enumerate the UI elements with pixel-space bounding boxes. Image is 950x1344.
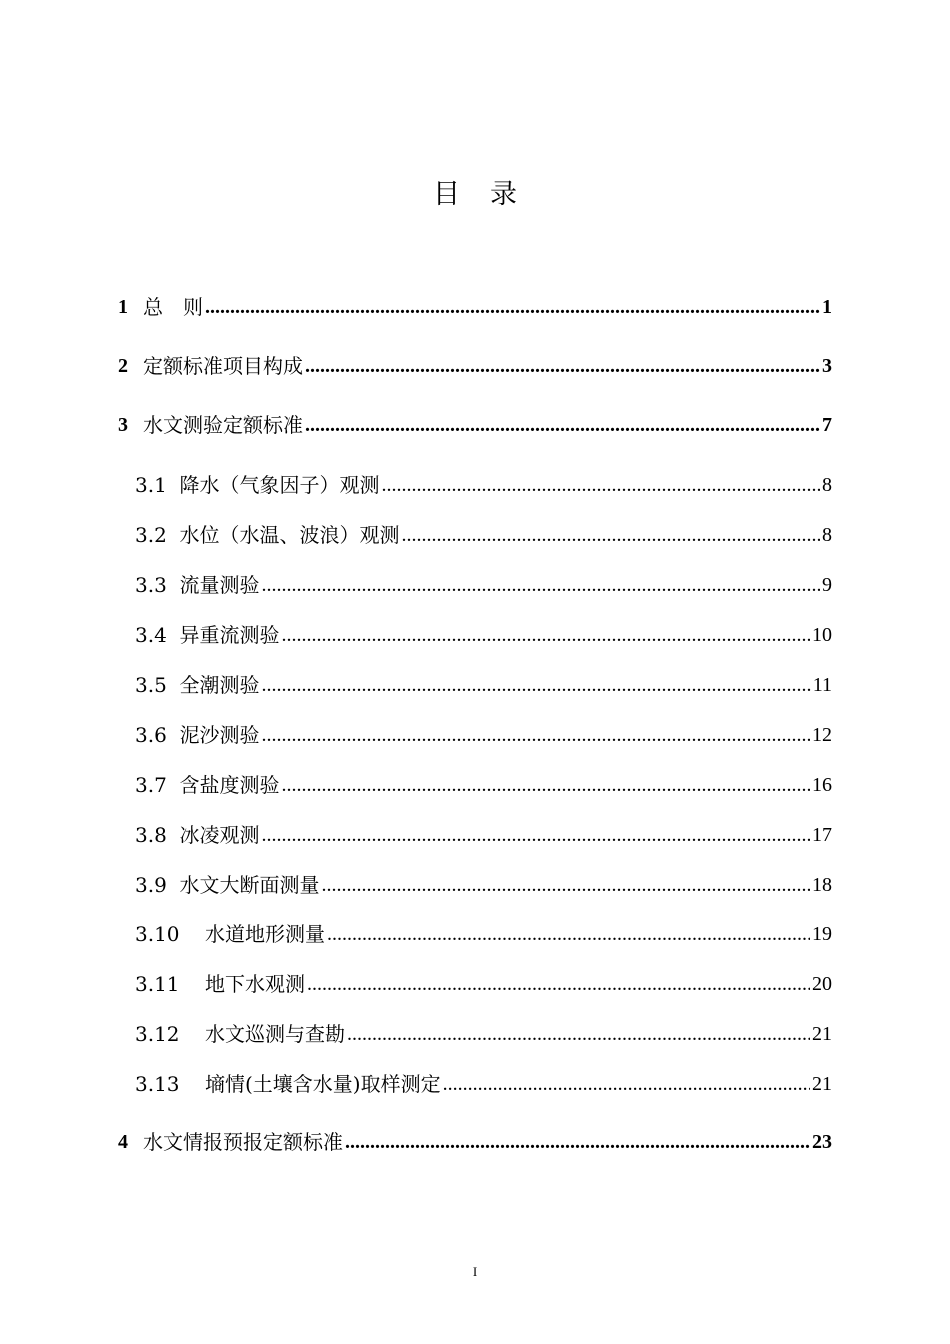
toc-entry-page: 8 <box>822 474 832 496</box>
toc-section-entry[interactable] <box>135 919 832 949</box>
toc-entry-label: 地下水观测 <box>204 972 305 996</box>
toc-entry-page: 11 <box>812 674 832 696</box>
toc-section-entry[interactable] <box>135 1019 832 1049</box>
toc-entry-number: 2 <box>118 355 128 377</box>
page-number: I <box>472 1264 478 1279</box>
spacer <box>167 670 180 700</box>
toc-entry-number: 3.4 <box>135 623 167 647</box>
toc-entry-label: 水文测验定额标准 <box>143 413 303 437</box>
toc-section-entry[interactable] <box>135 820 832 850</box>
dot-leader <box>205 292 820 322</box>
dot-leader <box>443 1069 810 1099</box>
toc-entry-number: 4 <box>118 1131 128 1153</box>
toc-entry-number: 3.9 <box>135 873 167 897</box>
spacer <box>128 410 143 440</box>
dot-leader <box>322 870 810 900</box>
toc-section-entry[interactable] <box>135 770 832 800</box>
dot-leader <box>345 1127 810 1157</box>
spacer <box>167 770 180 800</box>
spacer <box>167 520 180 550</box>
toc-entry-number: 3.10 <box>135 922 180 946</box>
toc-entry-label: 异重流测验 <box>179 623 280 647</box>
dot-leader <box>402 520 820 550</box>
toc-chapter-entry[interactable] <box>118 292 832 322</box>
toc-entry-page: 21 <box>812 1073 832 1095</box>
spacer <box>167 470 180 500</box>
spacer <box>167 570 180 600</box>
toc-entry-label: 墒情(土壤含水量)取样测定 <box>204 1072 441 1096</box>
spacer <box>167 620 180 650</box>
dot-leader <box>262 670 811 700</box>
spacer <box>167 820 180 850</box>
dot-leader <box>262 820 810 850</box>
toc-entry-number: 3.5 <box>135 673 167 697</box>
toc-entry-page: 18 <box>812 874 832 896</box>
toc-entry-page: 21 <box>812 1023 832 1045</box>
toc-entry-page: 19 <box>812 923 832 945</box>
spacer <box>167 870 180 900</box>
toc-entry-page: 20 <box>812 973 832 995</box>
toc-entry-label: 总 则 <box>143 295 203 319</box>
toc-entry-label: 冰凌观测 <box>179 823 260 847</box>
toc-entry-number: 3.8 <box>135 823 167 847</box>
toc-chapter-entry[interactable] <box>118 410 832 440</box>
toc-section-entry[interactable] <box>135 720 832 750</box>
toc-section-entry[interactable] <box>135 620 832 650</box>
page-title: 目录 <box>433 179 547 210</box>
toc-section-entry[interactable] <box>135 470 832 500</box>
dot-leader <box>262 570 820 600</box>
toc-entry-number: 3.6 <box>135 723 167 747</box>
toc-entry-number: 3.7 <box>135 773 167 797</box>
dot-leader <box>347 1019 810 1049</box>
toc-entry-label: 水文巡测与查勘 <box>204 1022 345 1046</box>
toc-entry-page: 12 <box>812 724 832 746</box>
toc-entry-page: 10 <box>812 624 832 646</box>
spacer <box>180 919 205 949</box>
dot-leader <box>307 969 810 999</box>
spacer <box>128 1127 143 1157</box>
toc-entry-number: 3 <box>118 414 128 436</box>
dot-leader <box>262 720 810 750</box>
toc-entry-page: 9 <box>822 574 832 596</box>
toc-entry-label: 全潮测验 <box>179 673 260 697</box>
toc-entry-number: 3.13 <box>135 1072 180 1096</box>
toc-section-entry[interactable] <box>135 1069 832 1099</box>
toc-entry-page: 1 <box>822 296 832 318</box>
toc-section-entry[interactable] <box>135 870 832 900</box>
toc-entry-number: 3.1 <box>135 473 167 497</box>
toc-entry-label: 水位（水温、波浪）观测 <box>179 523 400 547</box>
toc-entry-number: 3.3 <box>135 573 167 597</box>
dot-leader <box>305 410 820 440</box>
toc-entry-page: 17 <box>812 824 832 846</box>
toc-entry-number: 3.12 <box>135 1022 180 1046</box>
toc-section-entry[interactable] <box>135 670 832 700</box>
toc-section-entry[interactable] <box>135 570 832 600</box>
toc-entry-page: 8 <box>822 524 832 546</box>
spacer <box>128 351 143 381</box>
dot-leader <box>282 620 810 650</box>
dot-leader <box>282 770 810 800</box>
toc-chapter-entry[interactable] <box>118 1127 832 1157</box>
toc-section-entry[interactable] <box>135 520 832 550</box>
toc-entry-label: 水道地形测量 <box>204 922 325 946</box>
toc-entry-label: 水文情报预报定额标准 <box>143 1130 343 1154</box>
toc-entry-label: 水文大断面测量 <box>179 873 320 897</box>
dot-leader <box>305 351 820 381</box>
spacer <box>180 969 205 999</box>
toc-entry-number: 3.2 <box>135 523 167 547</box>
toc-entry-number: 1 <box>118 296 128 318</box>
toc-entry-label: 降水（气象因子）观测 <box>179 473 380 497</box>
dot-leader <box>382 470 820 500</box>
toc-entry-label: 含盐度测验 <box>179 773 280 797</box>
spacer <box>180 1019 205 1049</box>
toc-entry-label: 流量测验 <box>179 573 260 597</box>
toc-entry-page: 3 <box>822 355 832 377</box>
spacer <box>180 1069 205 1099</box>
toc-section-entry[interactable] <box>135 969 832 999</box>
toc-entry-label: 泥沙测验 <box>179 723 260 747</box>
toc-chapter-entry[interactable] <box>118 351 832 381</box>
toc-entry-page: 16 <box>812 774 832 796</box>
toc-entry-page: 23 <box>812 1131 832 1153</box>
toc-entry-label: 定额标准项目构成 <box>143 354 303 378</box>
toc-entry-number: 3.11 <box>135 972 180 996</box>
spacer <box>128 292 143 322</box>
dot-leader <box>327 919 810 949</box>
spacer <box>167 720 180 750</box>
toc-entry-page: 7 <box>822 414 832 436</box>
